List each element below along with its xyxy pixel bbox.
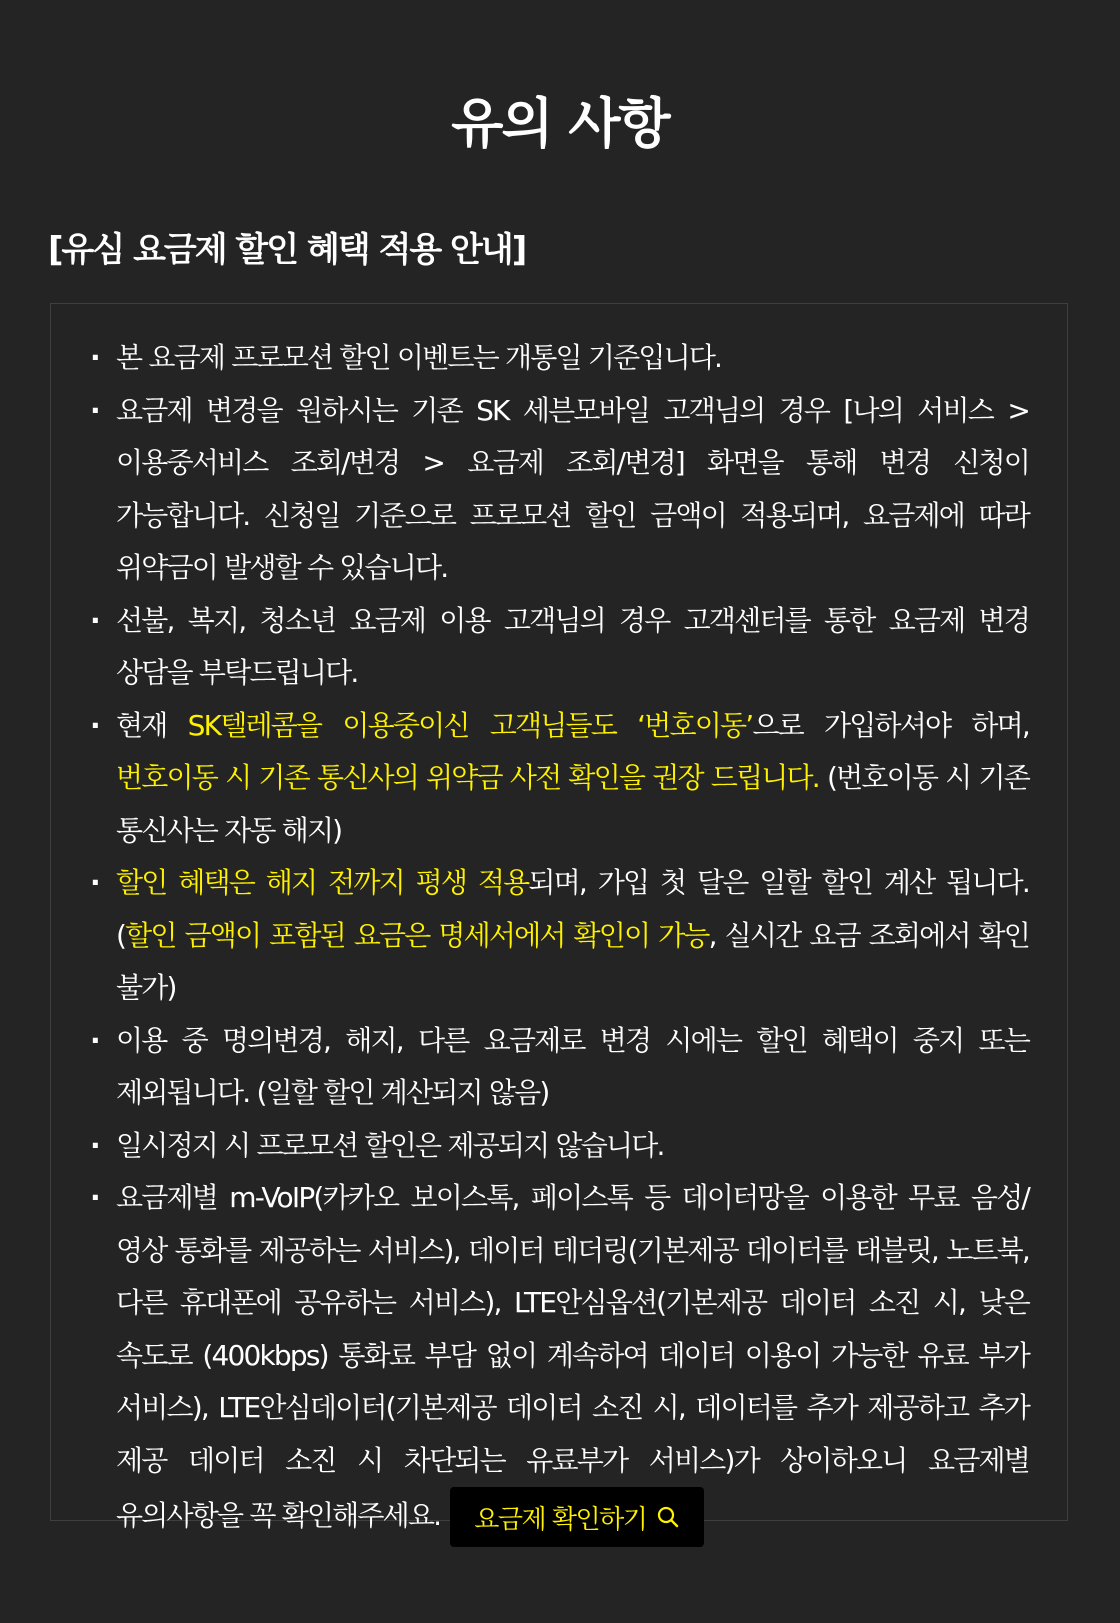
highlight-text: SK텔레콤을 이용중이신 고객님들도 ‘번호이동’ [187, 708, 753, 742]
notice-text: 되며, 가입 첫 달은 일할 할인 계산 됩니다. ( [116, 866, 1029, 952]
page-title: 유의 사항 [451, 92, 669, 155]
list-item [116, 1172, 1029, 1547]
list-item [116, 1015, 1029, 1120]
section-heading: [유심 요금제 할인 혜택 적용 안내] [48, 230, 526, 270]
notice-text: 현재 [116, 708, 188, 742]
notice-text: , 실시간 요금 조회에서 확인 불가) [116, 918, 1029, 1004]
highlight-text: 번호이동 시 기존 통신사의 위약금 사전 확인을 권장 드립니다. [116, 761, 819, 794]
list-item [116, 857, 1029, 1015]
highlight-text: 할인 혜택은 해지 전까지 평생 적용 [116, 866, 529, 899]
notice-text: 이용 중 명의변경, 해지, 다른 요금제로 변경 시에는 할인 혜택이 중지 또는 제외됩니다. (일할 할인 계산되지 않음) [116, 1023, 1029, 1109]
notice-text: 요금제 변경을 원하시는 기존 SK 세븐모바일 고객님의 경우 [나의 서비스 > 이용중서비스 조회/변경 > 요금제 조회/변경] 화면을 통해 변경 신청이 가능합니다. 신청일 기준으로 프로모션 할인 금액이 적용되며, 요금제에 따라 위약금이 발생할 수 있습니다. [116, 393, 1029, 584]
check-plan-button[interactable] [450, 1487, 704, 1547]
list-item [116, 700, 1029, 858]
notice-text: 본 요금제 프로모션 할인 이벤트는 개통일 기준입니다. [116, 341, 722, 374]
notice-text: (번호이동 시 기존 통신사는 자동 해지) [116, 761, 1029, 847]
notice-text: 으로 가입하셔야 하며, [752, 708, 1029, 742]
list-item [116, 385, 1029, 595]
list-item [116, 332, 1029, 385]
check-plan-button-label: 요금제 확인하기 [474, 1504, 647, 1535]
notice-text: 일시정지 시 프로모션 할인은 제공되지 않습니다. [116, 1128, 664, 1162]
list-item [116, 1120, 1029, 1173]
highlight-text: 할인 금액이 포함된 요금은 명세서에서 확인이 가능 [125, 918, 709, 952]
notice-list [116, 332, 1029, 1547]
list-item [116, 595, 1029, 700]
notice-text: 선불, 복지, 청소년 요금제 이용 고객님의 경우 고객센터를 통한 요금제 변경 상담을 부탁드립니다. [116, 603, 1029, 689]
search-icon [656, 1505, 680, 1529]
notice-text: 요금제별 m-VoIP(카카오 보이스톡, 페이스톡 등 데이터망을 이용한 무료 음성/영상 통화를 제공하는 서비스), 데이터 테더링(기본제공 데이터를 태블릿, 노트북, 다른 휴대폰에 공유하는 서비스), LTE안심옵션(기본제공 데이터 소진 시, 낮은 속도로 (400kbps) 통화료 부담 없이 계속하여 데이터 이용이 가능한 유료 부가 서비스), LTE안심데이터(기본제공 데이터 소진 시, 데이터를 추가 제공하고 추가 제공 데이터 소진 시 차단되는 유료부가 서비스)가 상이하오니 요금제별 유의사항을 꼭 확인해주세요. [116, 1181, 1029, 1532]
